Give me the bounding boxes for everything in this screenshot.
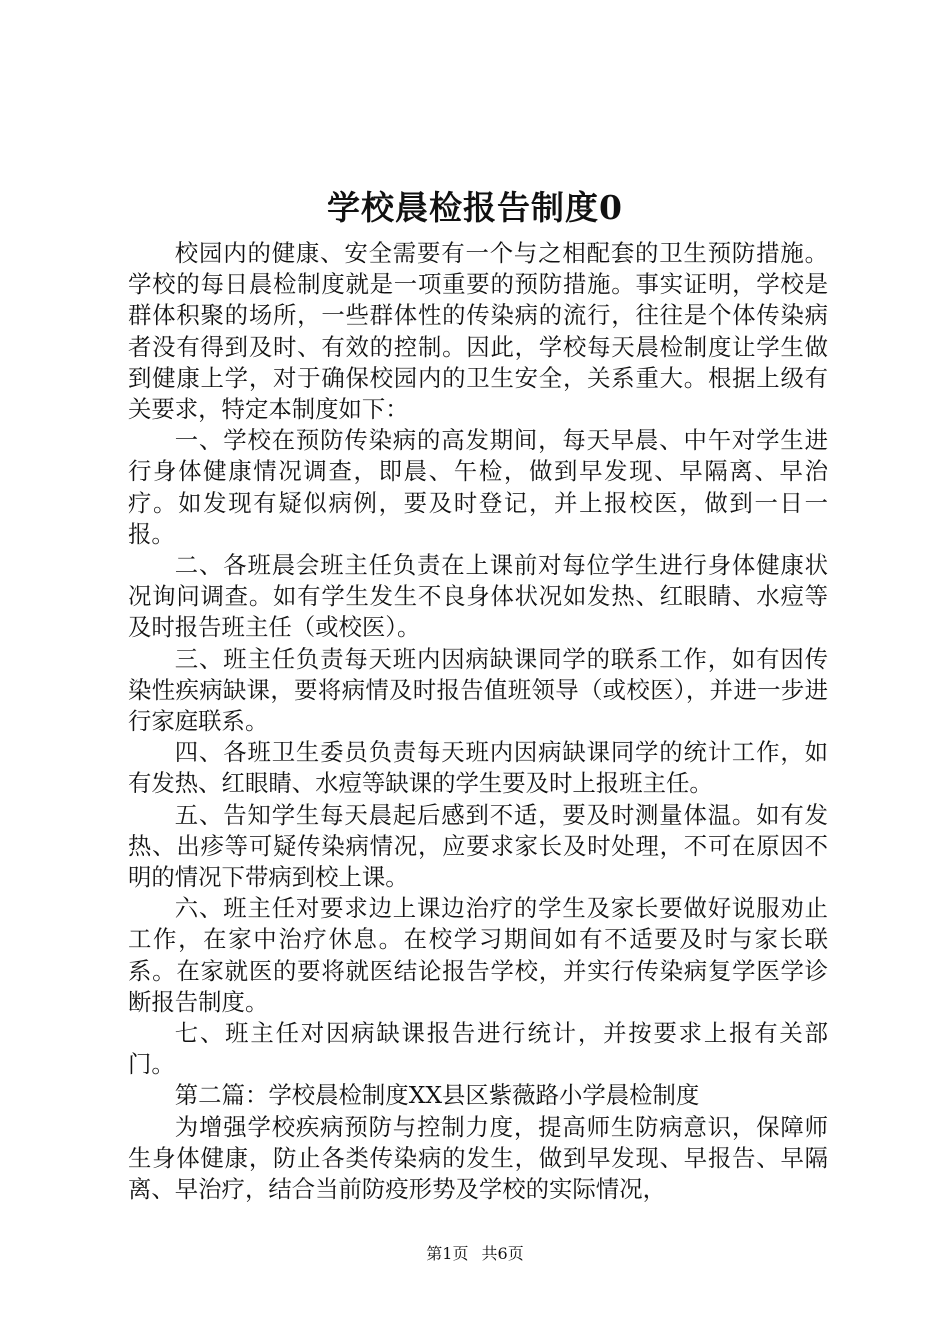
page-total: 共6页	[481, 1244, 524, 1263]
document-body	[128, 238, 828, 1205]
page-number: 第1页	[426, 1244, 469, 1263]
document-title: 学校晨检报告制度0	[327, 188, 623, 227]
paragraph-item-7: 七、班主任对因病缺课报告进行统计，并按要求上报有关部门。	[128, 1019, 828, 1079]
paragraph-item-6: 六、班主任对要求边上课边治疗的学生及家长要做好说服劝止工作，在家中治疗休息。在校学习期间如有不适要及时与家长联系。在家就医的要将就医结论报告学校，并实行传染病复学医学诊断报告制度。	[128, 894, 828, 1016]
paragraph-item-1: 一、学校在预防传染病的高发期间，每天早晨、中午对学生进行身体健康情况调查，即晨、午检，做到早发现、早隔离、早治疗。如发现有疑似病例，要及时登记，并上报校医，做到一日一报。	[128, 426, 828, 548]
paragraph-part-two-intro: 为增强学校疾病预防与控制力度，提高师生防病意识，保障师生身体健康，防止各类传染病的发生，做到早发现、早报告、早隔离、早治疗，结合当前防疫形势及学校的实际情况，	[128, 1112, 828, 1204]
paragraph-item-4: 四、各班卫生委员负责每天班内因病缺课同学的统计工作，如有发热、红眼睛、水痘等缺课的学生要及时上报班主任。	[128, 738, 828, 798]
page-footer	[0, 1243, 950, 1265]
section-heading-part-two: 第二篇：学校晨检制度XX县区紫薇路小学晨检制度	[174, 1081, 700, 1110]
paragraph-item-2: 二、各班晨会班主任负责在上课前对每位学生进行身体健康状况询问调查。如有学生发生不良身体状况如发热、红眼睛、水痘等及时报告班主任（或校医）。	[128, 551, 828, 642]
paragraph-intro: 校园内的健康、安全需要有一个与之相配套的卫生预防措施。学校的每日晨检制度就是一项重要的预防措施。事实证明，学校是群体积聚的场所，一些群体性的传染病的流行，往往是个体传染病者没有得到及时、有效的控制。因此，学校每天晨检制度让学生做到健康上学，对于确保校园内的卫生安全，关系重大。根据上级有关要求，特定本制度如下：	[128, 239, 828, 424]
paragraph-item-3: 三、班主任负责每天班内因病缺课同学的联系工作，如有因传染性疾病缺课，要将病情及时报告值班领导（或校医），并进一步进行家庭联系。	[128, 644, 828, 736]
paragraph-item-5: 五、告知学生每天晨起后感到不适，要及时测量体温。如有发热、出疹等可疑传染病情况，应要求家长及时处理，不可在原因不明的情况下带病到校上课。	[128, 800, 828, 892]
